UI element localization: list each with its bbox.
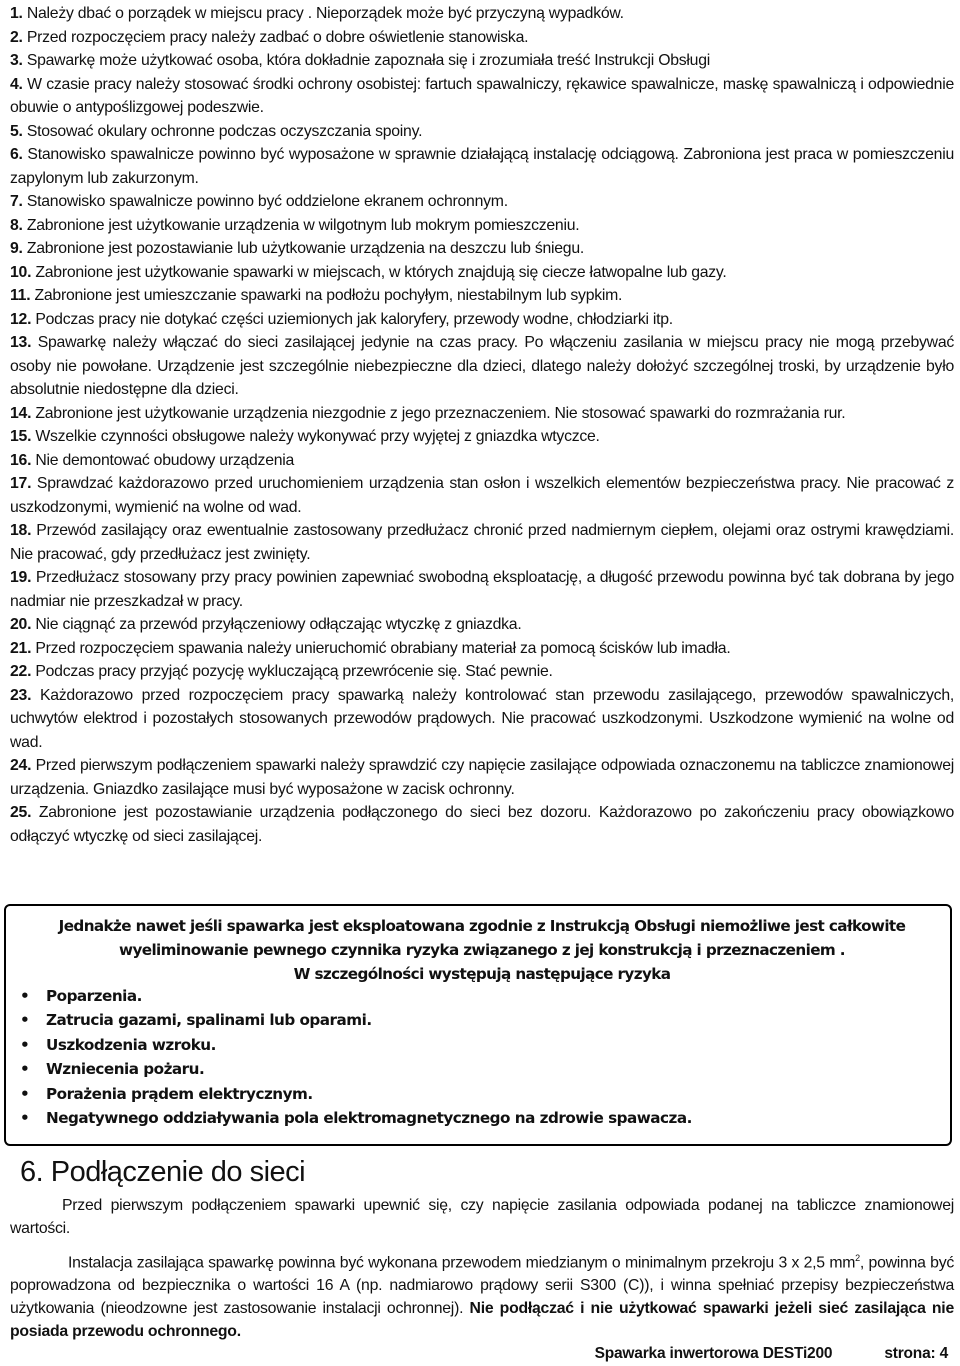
paragraph-2-text-b: , powinna być poprowadzona od bezpiecznika o wartości 16 A (np. nadmiarowo prądowy serii S300 (C)), i winna spełniać przepisy bezpieczeństwa użytkowania (nieodzowne jest zastosowanie instalacji ochronnej).: [10, 1254, 954, 1318]
rule-item: [10, 566, 954, 613]
risk-text: Porażenia prądem elektrycznym.: [46, 1084, 313, 1103]
rule-text: Stanowisko spawalnicze powinno być oddzielone ekranem ochronnym.: [26, 193, 508, 210]
superscript-2: 2: [855, 1253, 860, 1263]
rule-text: Należy dbać o porządek w miejscu pracy . Nieporządek może być przyczyną wypadków.: [26, 5, 624, 22]
rule-item: [10, 660, 954, 684]
risk-item: [18, 1057, 692, 1081]
rule-number: 16.: [10, 451, 32, 469]
risk-warning-box: [4, 904, 952, 1146]
rule-number: 25.: [10, 804, 32, 821]
rule-text: Zabronione jest pozostawianie urządzenia podłączonego do sieci bez dozoru. Każdorazowo po zakończeniu pracy obowiązkowo odłączyć wtyczkę od sieci zasilającej.: [10, 804, 954, 845]
rule-text: Przed pierwszym podłączeniem spawarki należy sprawdzić czy napięcie zasilające odpowiada oznaczonemu na tabliczce znamionowej urządzenia. Gniazdko zasilające musi być wyposażone w zacisk ochronny.: [10, 757, 955, 798]
risk-item: [18, 1106, 692, 1130]
warning-intro-text: Jednakże nawet jeśli spawarka jest eksploatowana zgodnie z Instrukcją Obsługi niemożliwe jest całkowite wyeliminowanie pewnego czynnika ryzyka związanego z jej konstrukcją i przeznaczeniem .: [58, 917, 906, 959]
rule-number: 14.: [10, 404, 32, 422]
rule-item: [10, 519, 954, 566]
rule-number: 10.: [10, 263, 32, 281]
rule-item: [10, 190, 954, 214]
risk-text: Wzniecenia pożaru.: [46, 1060, 205, 1079]
rule-number: 21.: [10, 639, 32, 657]
rule-text: Zabronione jest użytkowanie urządzenia w wilgotnym lub mokrym pomieszczeniu.: [26, 216, 580, 234]
rule-text: Wszelkie czynności obsługowe należy wykonywać przy wyjętej z gniazdka wtyczce.: [35, 428, 600, 445]
rule-number: 24.: [10, 757, 32, 774]
footer-page-number: strona: 4: [884, 1345, 948, 1362]
rule-item: [10, 331, 954, 402]
rule-item: [10, 637, 954, 661]
rule-item: [10, 801, 954, 848]
rule-item: [10, 684, 954, 755]
rule-item: [10, 754, 954, 801]
rule-item: [10, 449, 954, 473]
rule-item: [10, 49, 954, 73]
risk-text: Negatywnego oddziaływania pola elektromagnetycznego na zdrowie spawacza.: [46, 1109, 692, 1128]
rule-text: Zabronione jest użytkowanie urządzenia niezgodnie z jego przeznaczeniem. Nie stosować spawarki do rozmrażania rur.: [35, 404, 846, 422]
rule-number: 5.: [10, 122, 23, 140]
rule-text: Przed rozpoczęciem spawania należy unieruchomić obrabiany materiał za pomocą ścisków lub imadła.: [35, 639, 731, 657]
bullet-icon: •: [20, 1035, 30, 1054]
rule-item: [10, 120, 954, 144]
bullet-icon: •: [20, 1060, 30, 1079]
rule-item: [10, 425, 954, 449]
rule-item: [10, 308, 954, 332]
bullet-icon: •: [20, 1109, 30, 1128]
rule-number: 3.: [10, 52, 23, 69]
risk-text: Zatrucia gazami, spalinami lub oparami.: [46, 1011, 372, 1030]
rule-item: [10, 26, 954, 50]
rule-number: 8.: [10, 216, 23, 234]
rule-number: 6.: [10, 146, 23, 163]
rule-text: Przed rozpoczęciem pracy należy zadbać o dobre oświetlenie stanowiska.: [26, 28, 529, 46]
rule-number: 17.: [10, 475, 32, 492]
rule-number: 13.: [10, 334, 32, 351]
rule-item: [10, 472, 954, 519]
rule-number: 23.: [10, 686, 32, 704]
rule-text: Zabronione jest umieszczanie spawarki na podłożu pochyłym, niestabilnym lub sypkim.: [34, 287, 623, 304]
rule-text: Spawarkę może użytkować osoba, która dokładnie zapoznała się i zrozumiała treść Instrukcji Obsługi: [26, 52, 711, 69]
risk-item: [18, 1008, 692, 1032]
rule-number: 18.: [10, 522, 32, 539]
paragraph-2-bold-warning: Nie podłączać i nie użytkować spawarki jeżeli sieć zasilająca nie posiada przewodu ochronnego.: [10, 1300, 954, 1341]
rule-item: [10, 143, 954, 190]
rule-number: 19.: [10, 569, 32, 586]
rule-text: Nie ciągnąć za przewód przyłączeniowy odłączając wtyczkę z gniazdka.: [35, 616, 522, 633]
rule-number: 7.: [10, 193, 23, 210]
warning-intro: [32, 914, 932, 986]
rule-item: [10, 613, 954, 637]
rule-text: Zabronione jest użytkowanie spawarki w miejscach, w których znajdują się ciecze łatwopalne lub gazy.: [35, 263, 727, 281]
rule-item: [10, 284, 954, 308]
rule-text: Stosować okulary ochronne podczas oczyszczania spoiny.: [26, 122, 423, 140]
risk-item: [18, 984, 692, 1008]
rule-number: 1.: [10, 5, 23, 22]
rule-text: Spawarkę należy włączać do sieci zasilającej jedynie na czas pracy. Po włączeniu zasilania w miejscu pracy nie mogą przebywać osoby nie powołane. Urządzenie jest szczególnie niebezpieczne dla dzieci, dlatego należy dołożyć szczególnej troski, by urządzenie było absolutnie niedostępne dla dzieci.: [10, 334, 955, 398]
rule-item: [10, 2, 954, 26]
warning-heading: W szczególności występują następujące ryzyka: [293, 965, 671, 983]
rule-number: 4.: [10, 75, 23, 93]
footer-product-name: Spawarka inwertorowa DESTi200: [594, 1345, 833, 1362]
risk-text: Poparzenia.: [46, 987, 142, 1005]
rule-text: Podczas pracy przyjąć pozycję wykluczającą przewrócenie się. Stać pewnie.: [35, 663, 553, 680]
rule-text: Stanowisko spawalnicze powinno być wyposażone w sprawnie działającą instalację odciągową. Zabroniona jest praca w pomieszczeniu zapylonym lub zakurzonym.: [10, 146, 954, 187]
rule-number: 22.: [10, 663, 32, 680]
rule-text: Przewód zasilający oraz ewentualnie zastosowany przedłużacz chronić przed nadmiernym ciepłem, olejami oraz ostrymi krawędziami. Nie pracować, gdy przedłużacz jest zwinięty.: [10, 522, 955, 563]
bullet-icon: •: [20, 987, 30, 1005]
paragraph-2-text-a: Instalacja zasilająca spawarkę powinna być wykonana przewodem miedzianym o minimalnym przekroju 3 x 2,5 mm: [68, 1254, 856, 1272]
rule-text: Każdorazowo przed rozpoczęciem pracy spawarką należy kontrolować stan przewodu zasilającego, przewodów spawalniczych, uchwytów elektrod i pozostałych stosowanych przewodów prądowych. Nie pracować uszkodzonymi. Uszkodzone wymienić na wolne od wad.: [10, 686, 954, 751]
rule-number: 15.: [10, 428, 32, 445]
bullet-icon: •: [20, 1011, 30, 1030]
page-footer: [595, 1345, 948, 1363]
risk-text: Uszkodzenia wzroku.: [46, 1035, 216, 1054]
section-paragraph-2: [10, 1247, 954, 1343]
rule-text: Zabronione jest pozostawianie lub użytkowanie urządzenia na deszczu lub śniegu.: [26, 240, 585, 257]
section-title: 6. Podłączenie do sieci: [20, 1156, 306, 1188]
rule-text: Nie demontować obudowy urządzenia: [35, 451, 295, 469]
rule-item: [10, 214, 954, 238]
rule-text: Sprawdzać każdorazowo przed uruchomieniem urządzenia stan osłon i wszelkich elementów bezpieczeństwa pracy. Nie pracować z uszkodzonymi, wymienić na wolne od wad.: [10, 475, 954, 516]
rule-text: Przedłużacz stosowany przy pracy powinien zapewniać swobodną eksploatację, a długość przewodu powinna być tak dobrana by jego nadmiar nie przeszkadzał w pracy.: [10, 569, 955, 610]
rule-number: 12.: [10, 310, 32, 328]
section-paragraph-1: Przed pierwszym podłączeniem spawarki upewnić się, czy napięcie zasilania odpowiada podanej na tabliczce znamionowej wartości.: [10, 1197, 954, 1237]
section-body: [10, 1194, 954, 1343]
rule-item: [10, 402, 954, 426]
rule-item: [10, 237, 954, 261]
rule-number: 11.: [10, 287, 31, 304]
rule-text: W czasie pracy należy stosować środki ochrony osobistej: fartuch spawalniczy, rękawice spawalnicze, maskę spawalniczą i odpowiednie obuwie o antypoślizgowej podeszwie.: [10, 75, 954, 116]
rule-number: 20.: [10, 616, 32, 633]
safety-rules-list: [10, 2, 954, 848]
rule-number: 2.: [10, 28, 23, 46]
rule-item: [10, 261, 954, 285]
risk-item: [18, 1033, 692, 1057]
rule-number: 9.: [10, 240, 23, 257]
risk-list: [18, 984, 692, 1130]
rule-item: [10, 73, 954, 120]
bullet-icon: •: [20, 1084, 30, 1103]
rule-text: Podczas pracy nie dotykać części uziemionych jak kaloryfery, przewody wodne, chłodziarki itp.: [35, 310, 673, 328]
risk-item: [18, 1082, 692, 1106]
